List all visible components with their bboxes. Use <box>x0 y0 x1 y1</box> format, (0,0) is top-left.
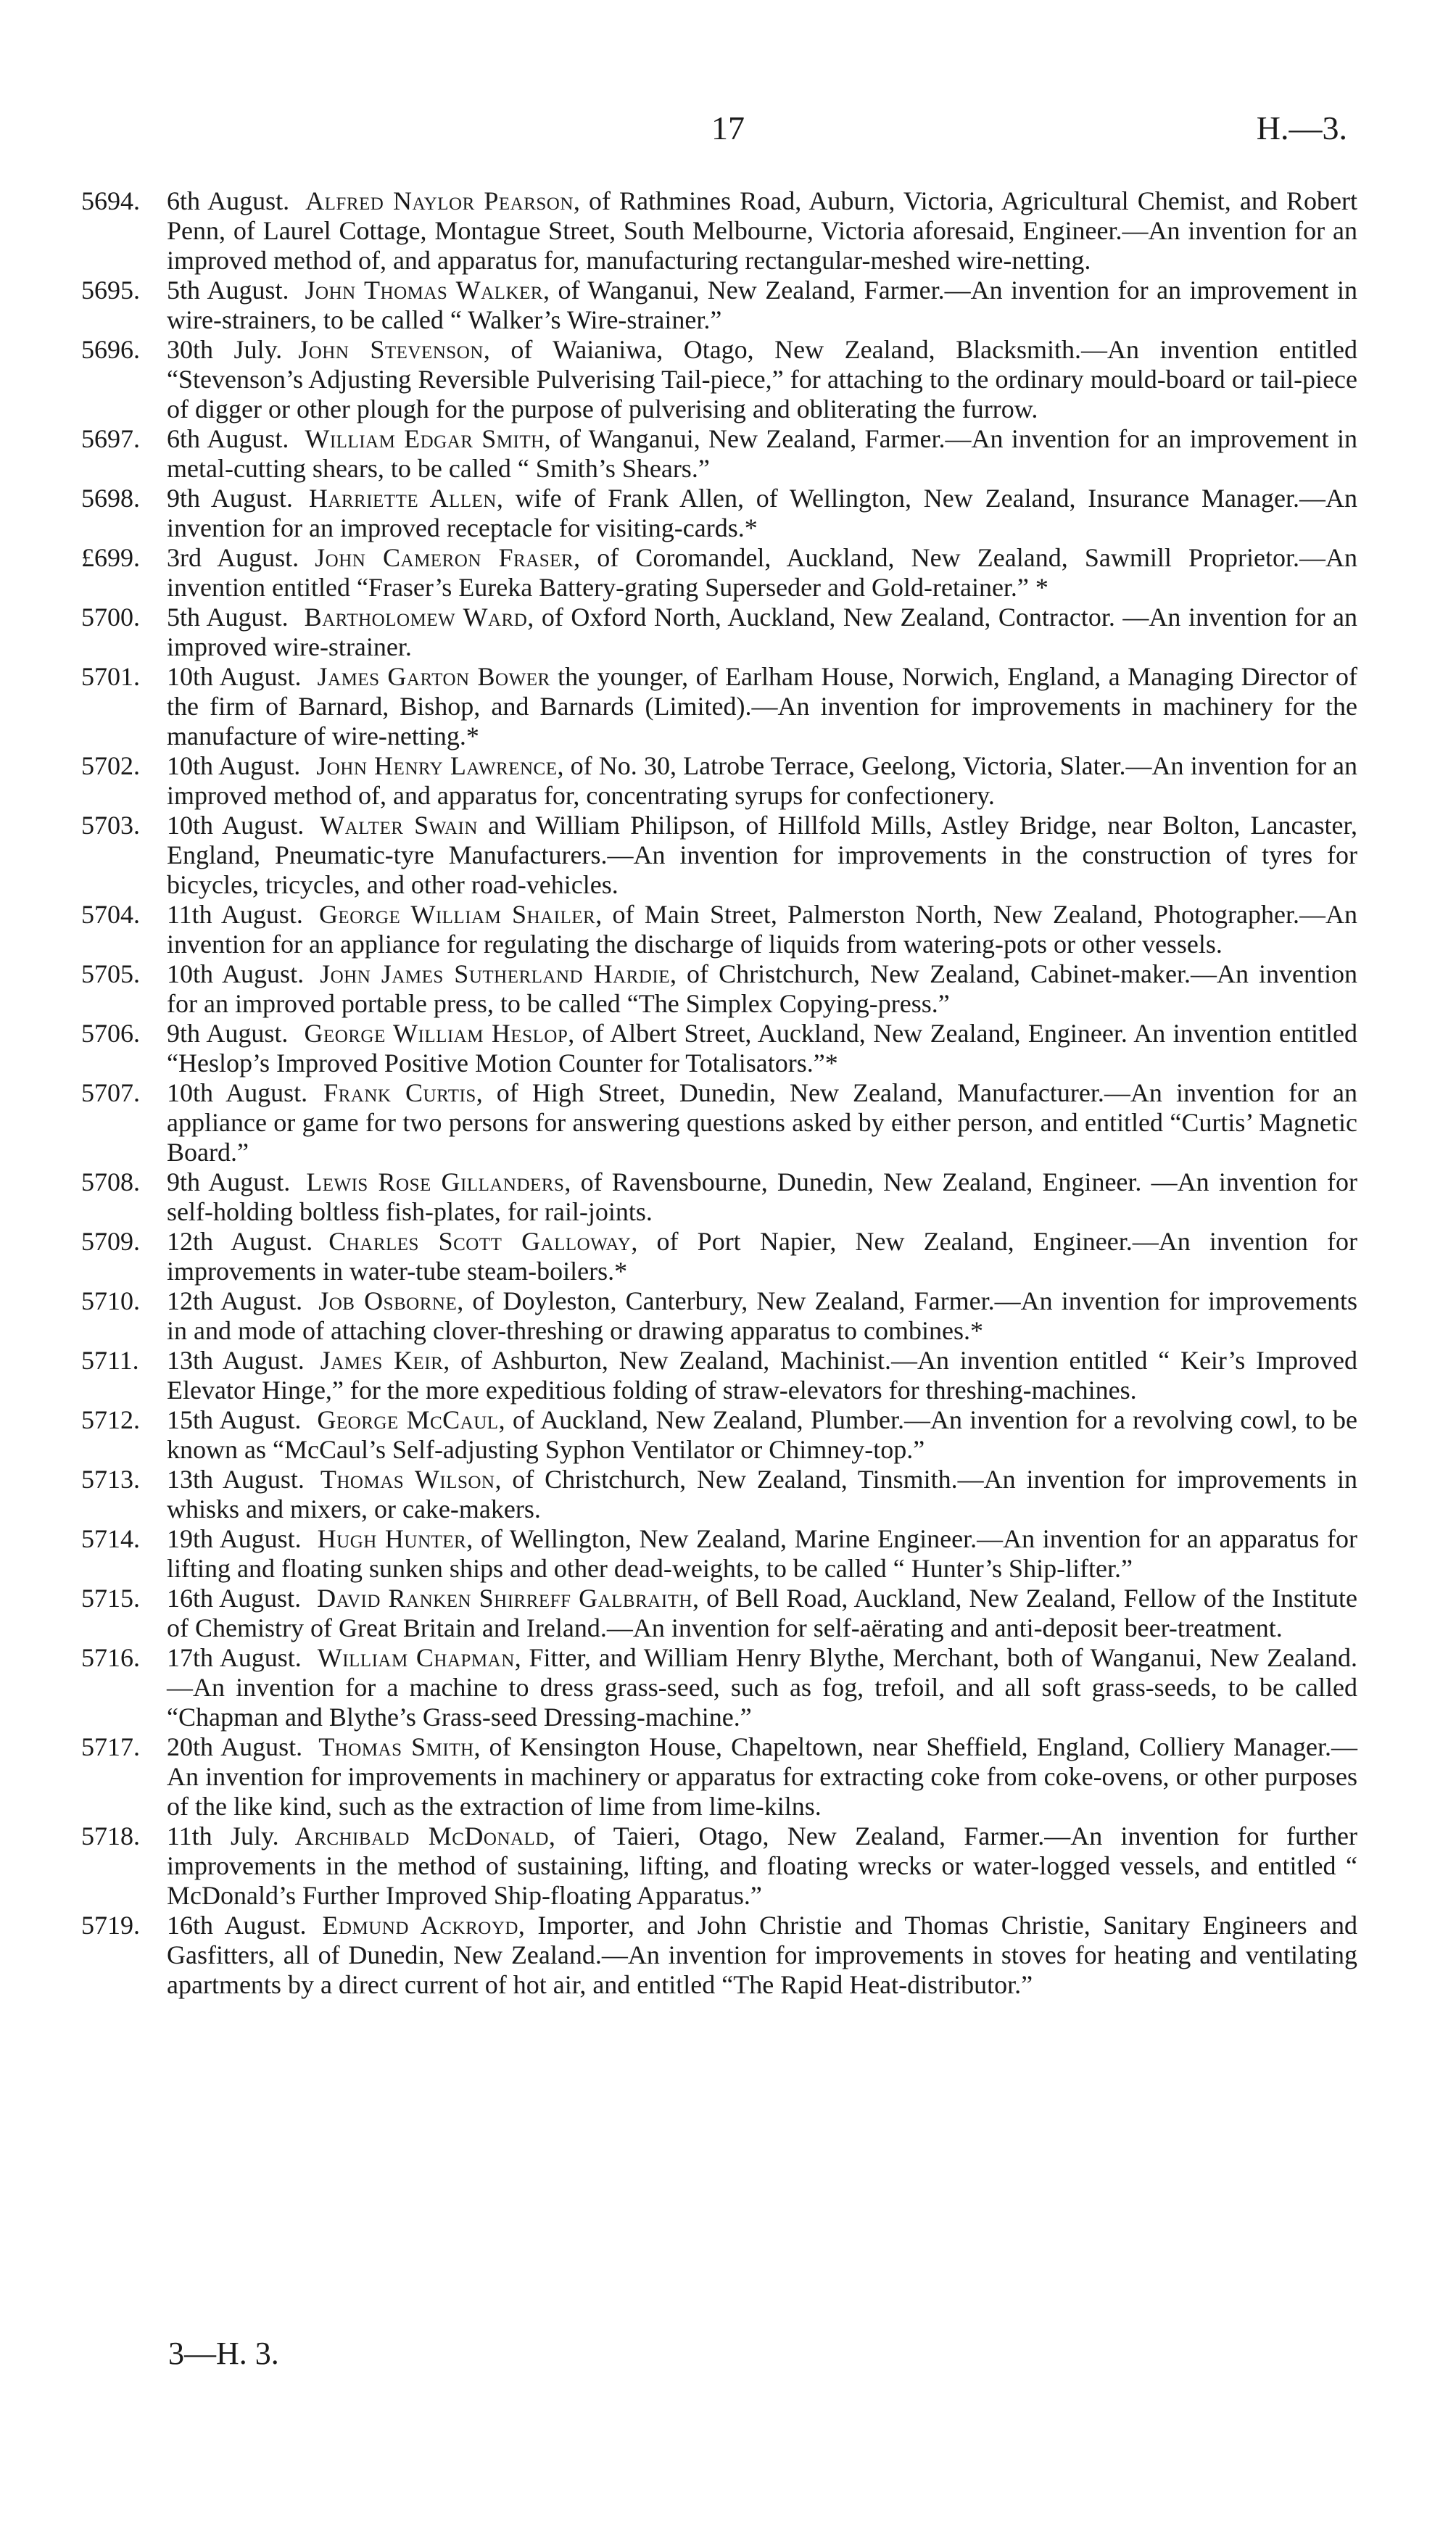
entry-description: , of Wanganui, New Zealand, Farmer.—An invention for an improvement in wire-strainers, to be called “ Walker’s Wire-strainer.” <box>167 276 1357 334</box>
entry-description: , of Main Street, Palmerston North, New Zealand, Photographer.—An invention for an appliance for regulating the discharge of liquids from watering-pots or other vessels. <box>167 900 1357 959</box>
applicant-name: Alfred Naylor Pearson <box>305 186 574 215</box>
entry-number: 5716. <box>81 1643 140 1672</box>
applicant-name: George William Shailer <box>318 900 596 929</box>
entry-description: , of Wellington, New Zealand, Marine Engineer.—An invention for an apparatus for lifting and floating sunken ships and other dead-weights, to be called “ Hunter’s Ship-lifter.” <box>167 1524 1357 1583</box>
applicant-name: Job Osborne <box>318 1286 458 1315</box>
patent-entry <box>81 186 1357 276</box>
entry-date: 17th August. <box>167 1643 302 1672</box>
entry-date: 13th August. <box>167 1346 305 1375</box>
patent-entry <box>81 1732 1357 1821</box>
entry-number: 5712. <box>81 1405 140 1434</box>
entry-number: 5719. <box>81 1911 140 1940</box>
entry-description: , of Ravensbourne, Dunedin, New Zealand, Engineer. —An invention for self-holding boltless fish-plates, for rail-joints. <box>167 1167 1357 1226</box>
applicant-name: Walter Swain <box>320 811 478 840</box>
entry-number: 5695. <box>81 276 140 305</box>
entry-date: 11th July. <box>167 1821 279 1850</box>
entry-date: 10th August. <box>167 751 301 780</box>
patent-entry <box>81 1643 1357 1732</box>
entry-number: 5713. <box>81 1465 140 1494</box>
entry-number: 5703. <box>81 811 140 840</box>
applicant-name: Harriette Allen <box>308 484 497 513</box>
entry-date: 12th August. <box>167 1286 303 1315</box>
applicant-name: Bartholomew Ward <box>304 603 528 632</box>
entry-date: 9th August. <box>167 484 293 513</box>
patent-entry <box>81 1346 1357 1405</box>
entry-date: 13th August. <box>167 1465 305 1494</box>
entry-description: , Importer, and John Christie and Thomas Christie, Sanitary Engineers and Gasfitters, all of Dunedin, New Zealand.—An invention for improvements in stoves for heating and ventilating apartments by a direct current of hot air, and entitled “The Rapid Heat-distributor.” <box>167 1911 1357 1999</box>
entry-number: 5709. <box>81 1227 140 1256</box>
entry-number: 5704. <box>81 900 140 929</box>
entry-date: 19th August. <box>167 1524 302 1553</box>
page-number: 17 <box>711 109 745 146</box>
entry-number: 5706. <box>81 1019 140 1048</box>
entry-date: 6th August. <box>167 186 290 215</box>
entry-number: 5705. <box>81 959 140 988</box>
entry-date: 30th July. <box>167 335 283 364</box>
entry-number: 5700. <box>81 603 140 632</box>
entry-description: , of Albert Street, Auckland, New Zealand, Engineer. An invention entitled “Heslop’s Improved Positive Motion Counter for Totalisators.”* <box>167 1019 1358 1078</box>
patent-entry <box>81 811 1357 900</box>
applicant-name: James Garton Bower <box>317 662 550 691</box>
entry-description: , of Auckland, New Zealand, Plumber.—An invention for a revolving cowl, to be known as “McCaul’s Self-adjusting Syphon Ventilator or Chimney-top.” <box>167 1405 1358 1464</box>
entry-description: , of Coromandel, Auckland, New Zealand, Sawmill Proprietor.—An invention entitled “Fraser’s Eureka Battery-grating Superseder and Gold-retainer.” * <box>167 543 1358 602</box>
entry-date: 11th August. <box>167 900 303 929</box>
entry-description: , of Kensington House, Chapeltown, near Sheffield, England, Colliery Manager.—An invention for improvements in machinery or apparatus for extracting coke from coke-ovens, or other purposes of the like kind, such as the extraction of lime from lime-kilns. <box>167 1732 1358 1821</box>
entry-date: 5th August. <box>167 276 289 305</box>
entry-description: , Fitter, and William Henry Blythe, Merchant, both of Wanganui, New Zealand.—An invention for a machine to dress grass-seed, such as fog, trefoil, and all soft grass-seeds, to be called “Chapman and Blythe’s Grass-seed Dressing-machine.” <box>167 1643 1357 1732</box>
entry-number: 5701. <box>81 662 140 691</box>
document-reference: H.—3. <box>1256 109 1347 146</box>
entry-description: , of Rathmines Road, Auburn, Victoria, Agricultural Chemist, and Robert Penn, of Laurel Cottage, Montague Street, South Melbourne, Victoria aforesaid, Engineer.—An invention for an improved method of, and apparatus for, manufacturing rectangular-meshed wire-netting. <box>167 186 1357 275</box>
patent-entry <box>81 900 1357 959</box>
patent-entry <box>81 1524 1357 1584</box>
patent-entry <box>81 335 1357 424</box>
entry-number: 5698. <box>81 484 140 513</box>
page-header <box>0 109 1456 152</box>
entry-description: the younger, of Earlham House, Norwich, England, a Managing Director of the firm of Barnard, Bishop, and Barnards (Limited).—An invention for improvements in machinery for the manufacture of wire-netting.* <box>167 662 1358 750</box>
entry-date: 15th August. <box>167 1405 302 1434</box>
applicant-name: John Henry Lawrence <box>316 751 558 780</box>
patent-entry <box>81 1167 1357 1227</box>
entry-date: 12th August. <box>167 1227 313 1256</box>
entry-description: and William Philipson, of Hillfold Mills, Astley Bridge, near Bolton, Lancaster, England, Pneumatic-tyre Manufacturers.—An invention for improvements in the construction of tyres for bicycles, tricycles, and other road-vehicles. <box>167 811 1357 899</box>
entry-date: 3rd August. <box>167 543 299 572</box>
applicant-name: George McCaul <box>317 1405 499 1434</box>
entry-date: 16th August. <box>167 1584 302 1613</box>
entry-number: 5707. <box>81 1078 140 1107</box>
entry-number: 5718. <box>81 1821 140 1850</box>
applicant-name: John Stevenson <box>298 335 484 364</box>
patent-entry <box>81 1405 1357 1465</box>
entry-description: , of Waianiwa, Otago, New Zealand, Blacksmith.—An invention entitled “Stevenson’s Adjusting Reversible Pulverising Tail-piece,” for attaching to the ordinary mould-board or tail-piece of digger or other plough for the purpose of pulverising and obliterating the furrow. <box>167 335 1358 423</box>
entry-date: 9th August. <box>167 1019 289 1048</box>
entry-number: 5710. <box>81 1286 140 1315</box>
patent-entries-list <box>81 186 1357 2000</box>
applicant-name: Charles Scott Galloway <box>328 1227 632 1256</box>
applicant-name: Edmund Ackroyd <box>322 1911 518 1940</box>
entry-description: , of Port Napier, New Zealand, Engineer.—An invention for improvements in water-tube steam-boilers.* <box>167 1227 1357 1286</box>
patent-entry <box>81 1465 1357 1524</box>
patent-entry <box>81 543 1357 603</box>
entry-description: , of High Street, Dunedin, New Zealand, Manufacturer.—An invention for an appliance or game for two persons for answering questions asked by either person, and entitled “Curtis’ Magnetic Board.” <box>167 1078 1357 1167</box>
entry-number: 5697. <box>81 424 140 453</box>
patent-entry <box>81 662 1357 751</box>
applicant-name: David Ranken Shirreff Galbraith <box>317 1584 692 1613</box>
entry-description: , of Bell Road, Auckland, New Zealand, Fellow of the Institute of Chemistry of Great Britain and Ireland.—An invention for self-aërating and anti-deposit beer-treatment. <box>167 1584 1357 1642</box>
applicant-name: George William Heslop <box>304 1019 568 1048</box>
entry-number: £699. <box>81 543 140 572</box>
entry-number: 5715. <box>81 1584 140 1613</box>
applicant-name: Thomas Smith <box>318 1732 474 1761</box>
entry-number: 5708. <box>81 1167 140 1196</box>
entry-date: 16th August. <box>167 1911 307 1940</box>
entry-description: , of No. 30, Latrobe Terrace, Geelong, Victoria, Slater.—An invention for an improved method of, and apparatus for, concentrating syrups for confectionery. <box>167 751 1358 810</box>
applicant-name: Lewis Rose Gillanders <box>306 1167 565 1196</box>
entry-description: , wife of Frank Allen, of Wellington, New Zealand, Insurance Manager.—An invention for an improved receptacle for visiting-cards.* <box>167 484 1357 542</box>
patent-entry <box>81 1911 1357 2000</box>
entry-number: 5711. <box>81 1346 139 1375</box>
entry-number: 5694. <box>81 186 140 215</box>
patent-entry <box>81 1019 1357 1078</box>
applicant-name: Thomas Wilson <box>320 1465 495 1494</box>
entry-date: 10th August. <box>167 662 302 691</box>
entry-description: , of Wanganui, New Zealand, Farmer.—An invention for an improvement in metal-cutting shears, to be called “ Smith’s Shears.” <box>167 424 1357 483</box>
printer-signature: 3—H. 3. <box>168 2336 279 2371</box>
entry-description: , of Taieri, Otago, New Zealand, Farmer.—An invention for further improvements in the method of sustaining, lifting, and floating wrecks or water-logged vessels, and entitled “ McDonald’s Further Improved Ship-floating Apparatus.” <box>167 1821 1358 1910</box>
patent-entry <box>81 484 1357 543</box>
applicant-name: Hugh Hunter <box>317 1524 467 1553</box>
entry-date: 10th August. <box>167 959 305 988</box>
patent-entry <box>81 1286 1357 1346</box>
patent-entry <box>81 1584 1357 1643</box>
patent-entry <box>81 959 1357 1019</box>
applicant-name: John Thomas Walker <box>305 276 543 305</box>
applicant-name: Archibald McDonald <box>294 1821 549 1850</box>
applicant-name: James Keir <box>320 1346 444 1375</box>
entry-description: , of Ashburton, New Zealand, Machinist.—An invention entitled “ Keir’s Improved Elevator Hinge,” for the more expeditious folding of straw-elevators for threshing-machines. <box>167 1346 1357 1405</box>
patent-entry <box>81 1078 1357 1167</box>
entry-description: , of Christchurch, New Zealand, Tinsmith.—An invention for improvements in whisks and mixers, or cake-makers. <box>167 1465 1357 1523</box>
patent-entry <box>81 1821 1357 1911</box>
entry-number: 5696. <box>81 335 140 364</box>
entry-description: , of Oxford North, Auckland, New Zealand, Contractor. —An invention for an improved wire-strainer. <box>167 603 1357 661</box>
entry-date: 20th August. <box>167 1732 303 1761</box>
patent-entry <box>81 276 1357 335</box>
applicant-name: John James Sutherland Hardie <box>320 959 670 988</box>
entry-description: , of Christchurch, New Zealand, Cabinet-maker.—An invention for an improved portable press, to be called “The Simplex Copying-press.” <box>167 959 1357 1018</box>
applicant-name: John Cameron Fraser <box>315 543 574 572</box>
applicant-name: William Chapman <box>317 1643 515 1672</box>
patent-entry <box>81 424 1357 484</box>
entry-date: 10th August. <box>167 811 305 840</box>
entry-date: 6th August. <box>167 424 289 453</box>
entry-number: 5702. <box>81 751 140 780</box>
patent-entry <box>81 603 1357 662</box>
entry-date: 5th August. <box>167 603 289 632</box>
entry-date: 9th August. <box>167 1167 291 1196</box>
entry-number: 5714. <box>81 1524 140 1553</box>
applicant-name: Frank Curtis <box>323 1078 476 1107</box>
patent-entry <box>81 1227 1357 1286</box>
entry-date: 10th August. <box>167 1078 308 1107</box>
applicant-name: William Edgar Smith <box>305 424 545 453</box>
entry-number: 5717. <box>81 1732 140 1761</box>
entry-description: , of Doyleston, Canterbury, New Zealand, Farmer.—An invention for improvements in and mode of attaching clover-threshing or drawing apparatus to combines.* <box>167 1286 1357 1345</box>
patent-entry <box>81 751 1357 811</box>
